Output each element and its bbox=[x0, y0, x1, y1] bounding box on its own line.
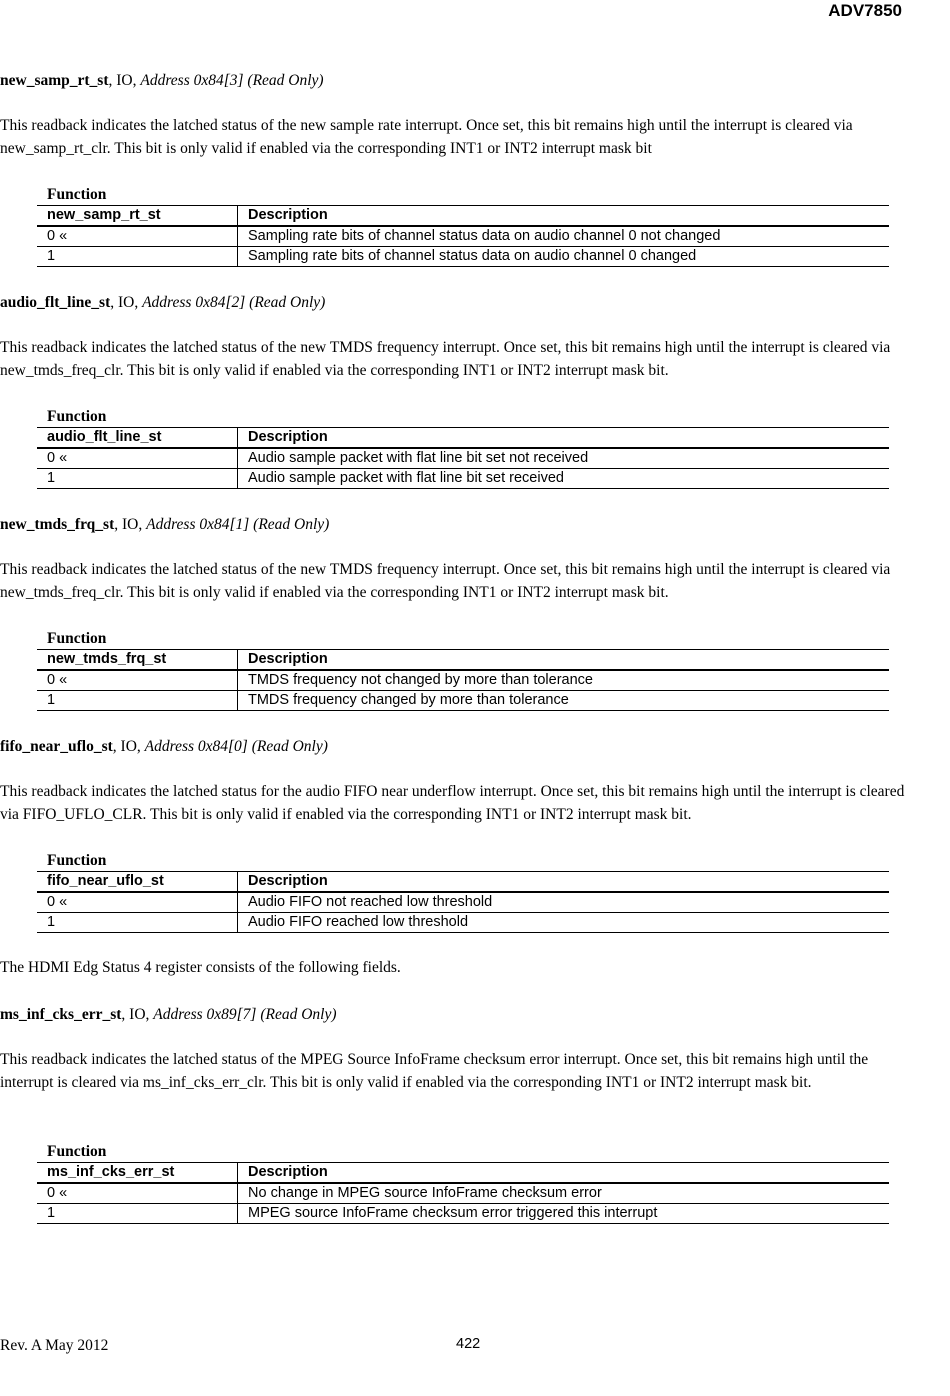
table-row bbox=[37, 1204, 889, 1224]
cell-value: 0 « bbox=[37, 670, 238, 691]
table-caption: Function bbox=[47, 1143, 107, 1160]
document-title: ADV7850 bbox=[828, 1, 902, 20]
cell-description: Sampling rate bits of channel status data on audio channel 0 changed bbox=[238, 247, 890, 267]
register-heading bbox=[0, 71, 918, 91]
register-description: This readback indicates the latched status of the new TMDS frequency interrupt. Once set, this bit remains high until the interrupt is cleared via new_tmds_freq_clr. This bit is only valid if enabled via the corresponding INT1 or INT2 interrupt mask bit. bbox=[0, 339, 891, 379]
cell-description: Sampling rate bits of channel status data on audio channel 0 not changed bbox=[238, 226, 890, 247]
function-table bbox=[37, 629, 889, 711]
register-heading bbox=[0, 515, 918, 535]
cell-description: Audio sample packet with flat line bit set not received bbox=[238, 448, 890, 469]
register-section-ms-inf-cks-err-st bbox=[0, 1005, 918, 1094]
register-address: Address 0x84[3] (Read Only) bbox=[140, 72, 324, 89]
table-caption: Function bbox=[47, 186, 107, 203]
register-section-fifo-near-uflo-st bbox=[0, 737, 918, 826]
cell-value: 0 « bbox=[37, 1183, 238, 1204]
function-table bbox=[37, 851, 889, 933]
table-row bbox=[37, 691, 889, 711]
cell-value: 1 bbox=[37, 1204, 238, 1224]
cell-value: 1 bbox=[37, 247, 238, 267]
function-table bbox=[37, 407, 889, 489]
column-header-field: ms_inf_cks_err_st bbox=[37, 1163, 238, 1184]
cell-value: 1 bbox=[37, 469, 238, 489]
page-number: 422 bbox=[456, 1336, 481, 1352]
column-header-field: new_tmds_frq_st bbox=[37, 650, 238, 671]
table-header-row bbox=[37, 650, 889, 671]
cell-description: MPEG source InfoFrame checksum error triggered this interrupt bbox=[238, 1204, 890, 1224]
register-address: Address 0x84[2] (Read Only) bbox=[142, 294, 326, 311]
register-section-new-samp-rt-st bbox=[0, 71, 918, 160]
cell-value: 0 « bbox=[37, 892, 238, 913]
function-table bbox=[37, 185, 889, 267]
cell-value: 0 « bbox=[37, 448, 238, 469]
cell-description: TMDS frequency changed by more than tolerance bbox=[238, 691, 890, 711]
register-access: , IO, bbox=[114, 516, 147, 533]
column-header-description: Description bbox=[238, 872, 890, 893]
register-group-intro: The HDMI Edg Status 4 register consists of the following fields. bbox=[0, 959, 401, 976]
register-address: Address 0x89[7] (Read Only) bbox=[153, 1006, 337, 1023]
register-description: This readback indicates the latched status of the new TMDS frequency interrupt. Once set, this bit remains high until the interrupt is cleared via new_tmds_freq_clr. This bit is only valid if enabled via the corresponding INT1 or INT2 interrupt mask bit. bbox=[0, 561, 891, 601]
table-row bbox=[37, 469, 889, 489]
table-row bbox=[37, 247, 889, 267]
table-row bbox=[37, 892, 889, 913]
cell-value: 1 bbox=[37, 913, 238, 933]
register-description: This readback indicates the latched status for the audio FIFO near underflow interrupt. Once set, this bit remains high until the interrupt is cleared via FIFO_UFLO_CLR. This bit is only valid if enabled via the corresponding INT1 or INT2 interrupt mask bit. bbox=[0, 783, 905, 823]
cell-value: 1 bbox=[37, 691, 238, 711]
table-row bbox=[37, 913, 889, 933]
register-description: This readback indicates the latched status of the MPEG Source InfoFrame checksum error interrupt. Once set, this bit remains high until the interrupt is cleared via ms_inf_cks_err_clr. This bit is only valid if enabled via the corresponding INT1 or INT2 interrupt mask bit. bbox=[0, 1051, 869, 1091]
cell-description: No change in MPEG source InfoFrame checksum error bbox=[238, 1183, 890, 1204]
register-name: new_tmds_frq_st bbox=[0, 516, 115, 533]
register-access: , IO, bbox=[108, 72, 141, 89]
register-heading bbox=[0, 737, 918, 757]
table-row bbox=[37, 448, 889, 469]
register-name: new_samp_rt_st bbox=[0, 72, 109, 89]
table-row bbox=[37, 1183, 889, 1204]
column-header-description: Description bbox=[238, 1163, 890, 1184]
table-header-row bbox=[37, 1163, 889, 1184]
table-caption: Function bbox=[47, 630, 107, 647]
register-address: Address 0x84[1] (Read Only) bbox=[146, 516, 330, 533]
column-header-description: Description bbox=[238, 428, 890, 449]
column-header-description: Description bbox=[238, 650, 890, 671]
table-caption: Function bbox=[47, 852, 107, 869]
cell-description: TMDS frequency not changed by more than tolerance bbox=[238, 670, 890, 691]
register-access: , IO, bbox=[121, 1006, 154, 1023]
table-header-row bbox=[37, 428, 889, 449]
table-row bbox=[37, 226, 889, 247]
register-name: fifo_near_uflo_st bbox=[0, 738, 113, 755]
function-table bbox=[37, 1142, 889, 1224]
cell-description: Audio FIFO not reached low threshold bbox=[238, 892, 890, 913]
register-name: audio_flt_line_st bbox=[0, 294, 111, 311]
register-heading bbox=[0, 1005, 918, 1025]
register-access: , IO, bbox=[112, 738, 145, 755]
table-header-row bbox=[37, 872, 889, 893]
register-section-audio-flt-line-st bbox=[0, 293, 918, 382]
column-header-field: new_samp_rt_st bbox=[37, 206, 238, 227]
register-address: Address 0x84[0] (Read Only) bbox=[144, 738, 328, 755]
table-header-row bbox=[37, 206, 889, 227]
cell-description: Audio sample packet with flat line bit set received bbox=[238, 469, 890, 489]
register-name: ms_inf_cks_err_st bbox=[0, 1006, 122, 1023]
cell-value: 0 « bbox=[37, 226, 238, 247]
column-header-field: fifo_near_uflo_st bbox=[37, 872, 238, 893]
cell-description: Audio FIFO reached low threshold bbox=[238, 913, 890, 933]
footer-revision: Rev. A May 2012 bbox=[0, 1337, 109, 1354]
register-section-new-tmds-frq-st bbox=[0, 515, 918, 604]
table-row bbox=[37, 670, 889, 691]
register-access: , IO, bbox=[110, 294, 143, 311]
register-description: This readback indicates the latched status of the new sample rate interrupt. Once set, this bit remains high until the interrupt is cleared via new_samp_rt_clr. This bit is only valid if enabled via the corresponding INT1 or INT2 interrupt mask bit bbox=[0, 117, 853, 157]
table-caption: Function bbox=[47, 408, 107, 425]
register-heading bbox=[0, 293, 918, 313]
column-header-field: audio_flt_line_st bbox=[37, 428, 238, 449]
column-header-description: Description bbox=[238, 206, 890, 227]
